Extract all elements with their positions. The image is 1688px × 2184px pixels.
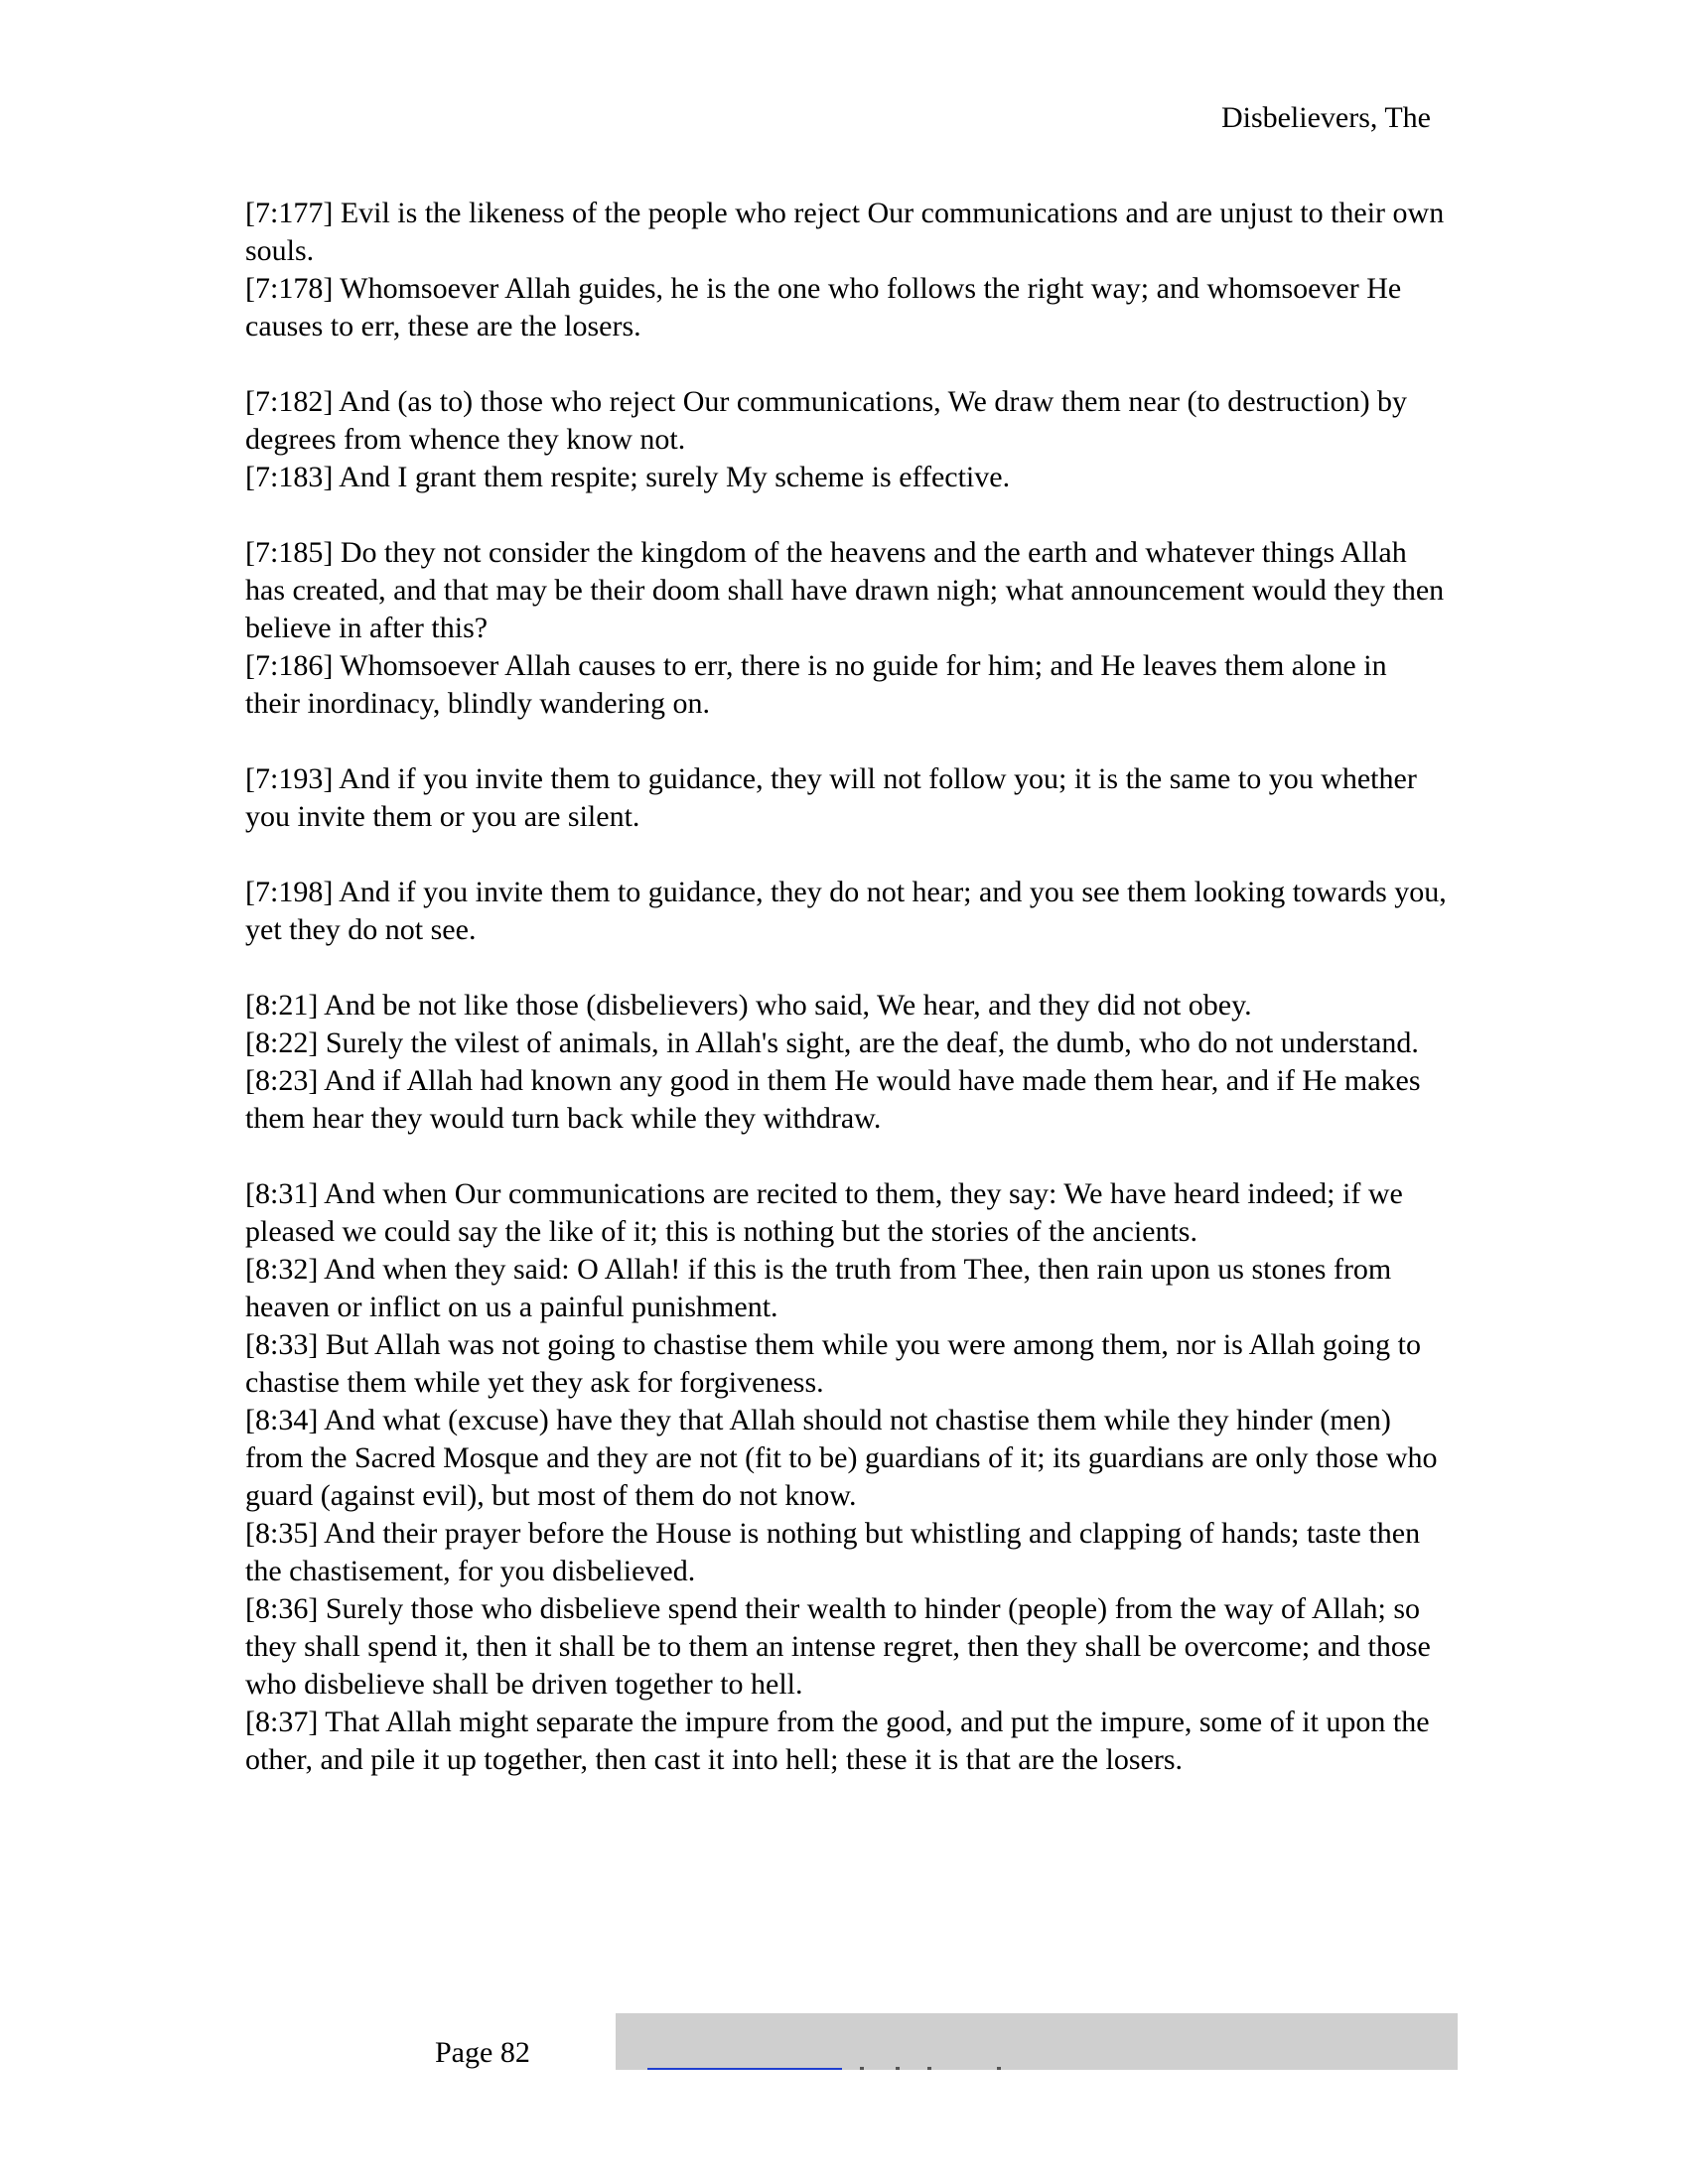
verse-group (245, 1175, 1447, 1779)
verse-text: [8:35] And their prayer before the House is nothing but whistling and clapping of hands; taste then the chastisement, for you disbelieved. (245, 1517, 1421, 1587)
footer-text-fragment (927, 2067, 931, 2070)
verse-text: [8:32] And when they said: O Allah! if this is the truth from Thee, then rain upon us stones from heaven or inflict on us a painful punishment. (245, 1253, 1392, 1323)
page-number: Page 82 (435, 2036, 530, 2069)
verse-text: [7:185] Do they not consider the kingdom of the heavens and the earth and whatever things Allah has created, and that may be their doom shall have drawn nigh; what announcement would they then believe in after this? (245, 536, 1445, 644)
verse-text: [7:186] Whomsoever Allah causes to err, there is no guide for him; and He leaves them alone in their inordinacy, blindly wandering on. (245, 649, 1387, 720)
verse-group (245, 987, 1447, 1138)
verse-group (245, 195, 1447, 345)
running-header-title: Disbelievers, The (1220, 101, 1431, 134)
verse-group (245, 874, 1447, 949)
footer-bar (616, 2013, 1458, 2070)
footer-text-fragment (997, 2067, 1001, 2070)
verse-text: [8:31] And when Our communications are recited to them, they say: We have heard indeed; if we pleased we could say the like of it; this is nothing but the stories of the ancients. (245, 1177, 1403, 1248)
footer-text-fragment (896, 2067, 900, 2070)
verse-text: [8:23] And if Allah had known any good in them He would have made them hear, and if He makes them hear they would turn back while they withdraw. (245, 1064, 1421, 1135)
verse-text: [7:182] And (as to) those who reject Our communications, We draw them near (to destruction) by degrees from whence they know not. (245, 385, 1408, 456)
verse-group (245, 383, 1447, 496)
verse-text: [7:177] Evil is the likeness of the people who reject Our communications and are unjust to their own souls. (245, 197, 1445, 267)
footer-text-fragment (860, 2067, 864, 2070)
verse-text: [7:183] And I grant them respite; surely My scheme is effective. (245, 461, 1011, 493)
verse-text: [8:34] And what (excuse) have they that Allah should not chastise them while they hinder (men) from the Sacred Mosque and they are not (fit to be) guardians of it; its guardians are only those who guard (against evil), but most of them do not know. (245, 1404, 1438, 1512)
verse-text: [8:21] And be not like those (disbelievers) who said, We hear, and they did not obey. (245, 989, 1252, 1022)
footer-link-underline[interactable] (647, 2068, 842, 2070)
verse-text: [8:37] That Allah might separate the impure from the good, and put the impure, some of it upon the other, and pile it up together, then cast it into hell; these it is that are the losers. (245, 1706, 1430, 1776)
verse-text: [7:178] Whomsoever Allah guides, he is the one who follows the right way; and whomsoever He causes to err, these are the losers. (245, 272, 1402, 342)
verse-list (245, 195, 1447, 1779)
verse-group (245, 534, 1447, 723)
verse-text: [8:36] Surely those who disbelieve spend their wealth to hinder (people) from the way of Allah; so they shall spend it, then it shall be to them an intense regret, then they shall be overcome; and those who disbelieve shall be driven together to hell. (245, 1592, 1431, 1701)
verse-text: [8:33] But Allah was not going to chastise them while you were among them, nor is Allah going to chastise them while yet they ask for forgiveness. (245, 1328, 1422, 1399)
verse-text: [8:22] Surely the vilest of animals, in Allah's sight, are the deaf, the dumb, who do not understand. (245, 1026, 1419, 1059)
verse-group (245, 760, 1447, 836)
verse-text: [7:193] And if you invite them to guidance, they will not follow you; it is the same to you whether you invite them or you are silent. (245, 762, 1417, 833)
verse-text: [7:198] And if you invite them to guidance, they do not hear; and you see them looking towards you, yet they do not see. (245, 876, 1447, 946)
